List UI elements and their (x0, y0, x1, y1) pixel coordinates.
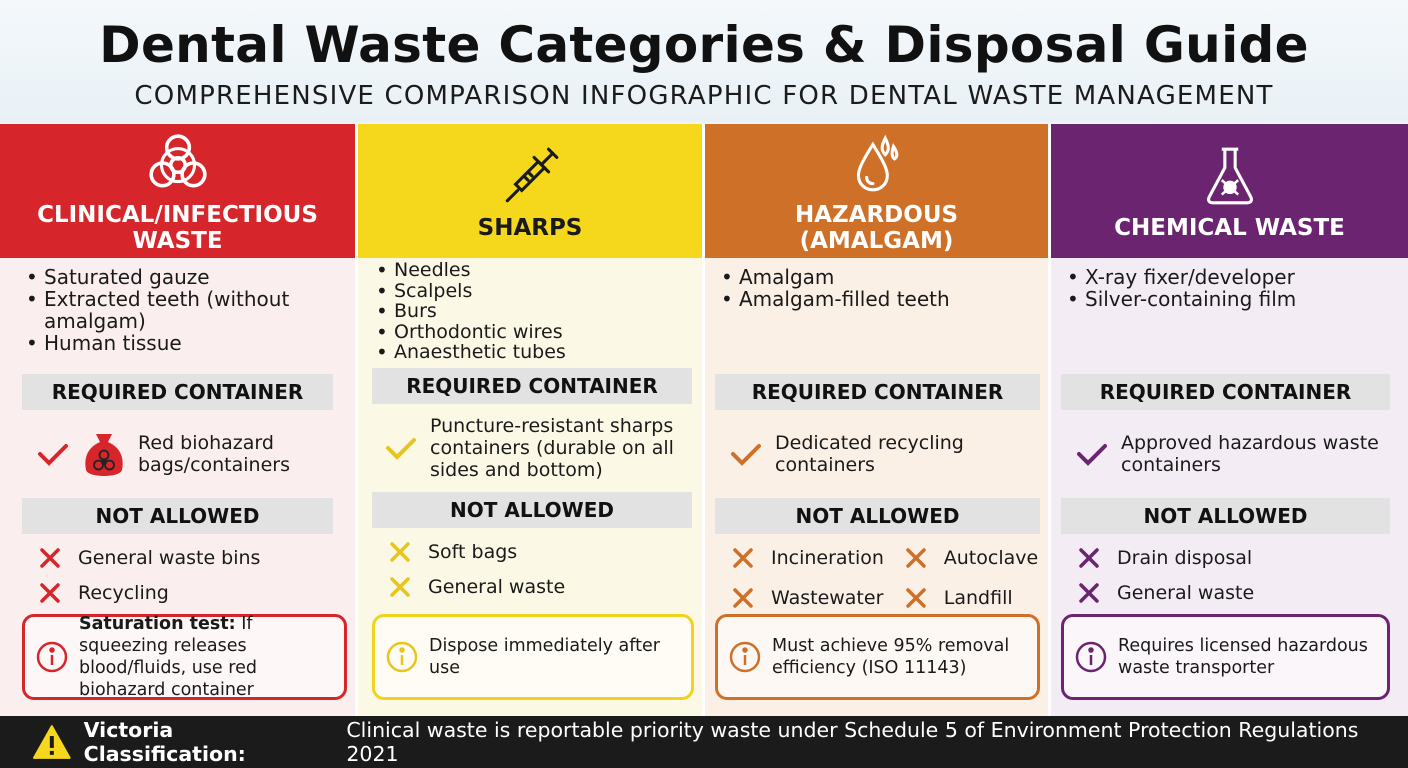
column-title: SHARPS (477, 215, 583, 241)
x-icon (1077, 546, 1101, 570)
required-container-label: REQUIRED CONTAINER (1061, 374, 1390, 410)
footer-text: Clinical waste is reportable priority waste under Schedule 5 of Environment Protection Regulations 2021 (346, 718, 1359, 766)
warning-icon (32, 724, 72, 760)
list-item: • Amalgam-filled teeth (717, 288, 1040, 310)
required-container-label: REQUIRED CONTAINER (372, 368, 692, 404)
info-note (372, 614, 694, 700)
not-allowed-item: Autoclave (904, 540, 1040, 575)
column-title: HAZARDOUS (AMALGAM) (794, 202, 959, 254)
list-item: • Saturated gauze (22, 266, 333, 288)
info-note (22, 614, 347, 700)
syringe-icon (495, 141, 565, 211)
column-chemical (1051, 124, 1408, 716)
column-clinical (0, 124, 358, 716)
required-container (1061, 410, 1390, 498)
not-allowed-item: Incineration (731, 540, 886, 575)
not-allowed-item: General waste (388, 569, 692, 604)
required-container (22, 410, 333, 498)
list-item: • Human tissue (22, 332, 333, 354)
not-allowed-label: NOT ALLOWED (715, 498, 1040, 534)
list-item: • Burs (372, 301, 692, 322)
column-body (705, 258, 1048, 716)
info-icon (35, 640, 69, 674)
x-icon (904, 586, 928, 610)
note-bold: Saturation test: (79, 614, 236, 634)
not-allowed-item: Soft bags (388, 534, 692, 569)
check-icon (36, 437, 70, 471)
x-icon (1077, 581, 1101, 605)
check-icon (384, 431, 418, 465)
list-item: • Scalpels (372, 281, 692, 302)
info-icon (728, 640, 762, 674)
page-title: Dental Waste Categories & Disposal Guide (99, 16, 1309, 74)
container-text: Approved hazardous waste containers (1121, 432, 1379, 476)
not-allowed-list (372, 528, 692, 614)
container-text: Dedicated recycling containers (775, 432, 964, 476)
column-header-clinical (0, 124, 355, 258)
not-allowed-item: General waste bins (38, 540, 333, 575)
column-body (358, 258, 702, 716)
x-icon (388, 540, 412, 564)
list-item: • Silver-containing film (1063, 288, 1390, 310)
not-allowed-item: Wastewater (731, 580, 886, 615)
container-text: Puncture-resistant sharps containers (durable on all sides and bottom) (430, 415, 674, 481)
check-icon (729, 437, 763, 471)
column-title: CHEMICAL WASTE (1114, 215, 1345, 241)
not-allowed-item: General waste (1077, 575, 1390, 610)
x-icon (38, 546, 62, 570)
not-allowed-label: NOT ALLOWED (372, 492, 692, 528)
list-item: • Amalgam (717, 266, 1040, 288)
not-allowed-label: NOT ALLOWED (22, 498, 333, 534)
column-hazardous (705, 124, 1051, 716)
info-note (715, 614, 1040, 700)
note-text: If squeezing releases blood/fluids, use red biohazard container (79, 614, 257, 700)
column-body (0, 258, 355, 716)
column-header-hazardous (705, 124, 1048, 258)
column-header-chemical (1051, 124, 1408, 258)
not-allowed-item: Recycling (38, 575, 333, 610)
info-icon (385, 640, 419, 674)
required-container (372, 404, 692, 492)
flask-skull-icon (1195, 141, 1265, 211)
list-item: • Anaesthetic tubes (372, 342, 692, 363)
category-columns (0, 124, 1408, 716)
droplet-icon (842, 128, 912, 198)
column-sharps (358, 124, 705, 716)
not-allowed-list (22, 534, 333, 620)
note-text: Dispose immediately after use (429, 636, 660, 678)
required-container-label: REQUIRED CONTAINER (22, 374, 333, 410)
list-item: • Extracted teeth (without amalgam) (22, 288, 333, 332)
list-item: • Needles (372, 260, 692, 281)
column-body (1051, 258, 1408, 716)
list-item: • Orthodontic wires (372, 322, 692, 343)
waste-items-list (1061, 266, 1390, 374)
not-allowed-item: Landfill (904, 580, 1040, 615)
biohazard-bag-icon (82, 428, 126, 480)
waste-items-list (22, 266, 333, 374)
x-icon (904, 546, 928, 570)
column-title: CLINICAL/INFECTIOUS WASTE (37, 202, 318, 254)
info-note (1061, 614, 1390, 700)
waste-items-list (372, 260, 692, 368)
list-item: • X-ray fixer/developer (1063, 266, 1390, 288)
info-icon (1074, 640, 1108, 674)
not-allowed-list (715, 534, 1040, 620)
x-icon (731, 586, 755, 610)
footer-banner (0, 716, 1408, 768)
not-allowed-label: NOT ALLOWED (1061, 498, 1390, 534)
x-icon (38, 581, 62, 605)
x-icon (731, 546, 755, 570)
not-allowed-item: Drain disposal (1077, 540, 1390, 575)
note-text: Requires licensed hazardous waste transporter (1118, 636, 1368, 678)
required-container (715, 410, 1040, 498)
header (0, 0, 1408, 122)
check-icon (1075, 437, 1109, 471)
biohazard-icon (143, 128, 213, 198)
not-allowed-list (1061, 534, 1390, 620)
column-header-sharps (358, 124, 702, 258)
footer-label: Victoria Classification: (83, 718, 246, 766)
x-icon (388, 575, 412, 599)
note-text: Must achieve 95% removal efficiency (ISO 11143) (772, 636, 1010, 678)
container-text: Red biohazard bags/containers (138, 432, 290, 476)
required-container-label: REQUIRED CONTAINER (715, 374, 1040, 410)
waste-items-list (715, 266, 1040, 374)
page-subtitle: COMPREHENSIVE COMPARISON INFOGRAPHIC FOR DENTAL WASTE MANAGEMENT (134, 81, 1274, 111)
